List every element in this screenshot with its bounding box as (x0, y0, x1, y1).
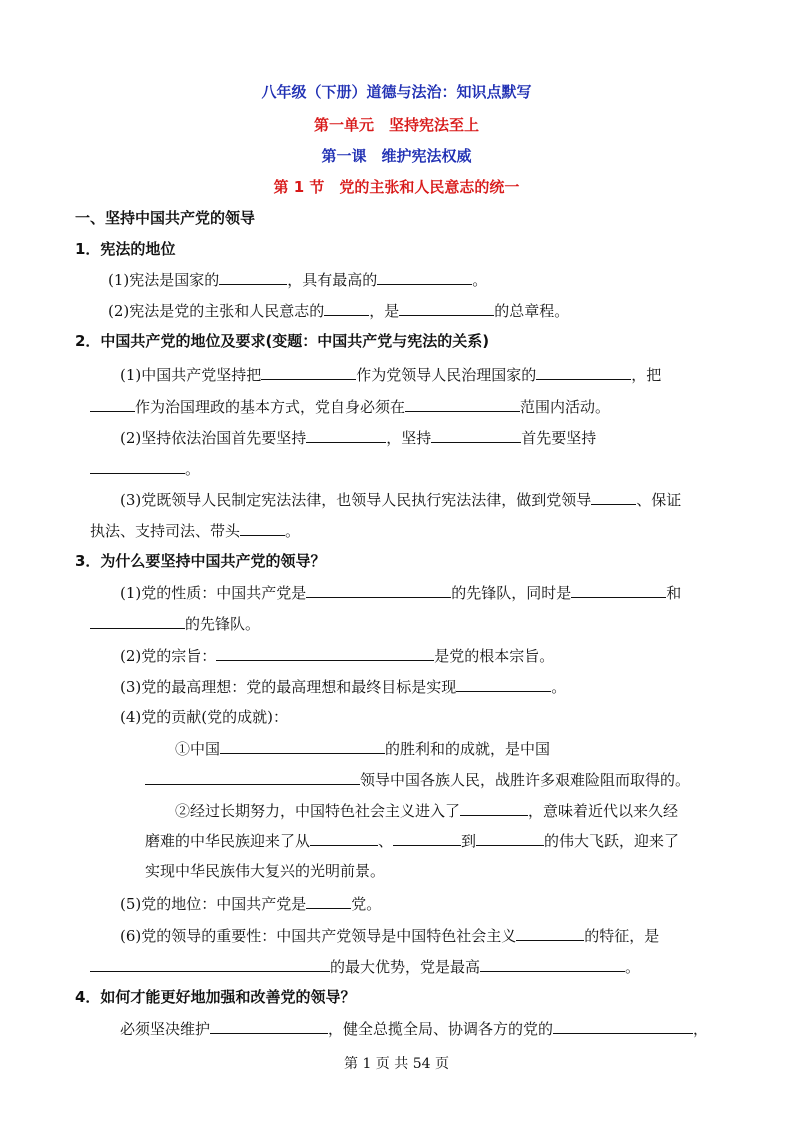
lesson-title: 第一课 维护宪法权威 (321, 147, 472, 165)
question-4-heading: 4．如何才能更好地加强和改善党的领导？ (75, 988, 356, 1006)
question-3-line-6: ①中国 的胜利和的成就，是中国 (175, 740, 551, 758)
question-2-heading: 2．中国共产党的地位及要求(变题：中国共产党与宪法的关系) (75, 332, 490, 350)
fill-blank[interactable] (393, 830, 461, 846)
question-4-line-1: 必须坚决维护 ，健全总揽全局、协调各方的党的 ， (120, 1020, 709, 1038)
fill-blank[interactable] (377, 269, 472, 285)
question-3-line-13: 的最大优势，党是最高 。 (90, 956, 640, 977)
question-2-line-4: 。 (90, 458, 200, 479)
unit-title: 第一单元 坚持宪法至上 (313, 116, 479, 134)
question-2-line-3: (2)坚持依法治国首先要坚持 ，坚持 首先要坚持 (120, 429, 597, 447)
question-3-line-11: (5)党的地位：中国共产党是 党。 (120, 895, 382, 913)
fill-blank[interactable] (431, 427, 521, 443)
question-2-line-5: (3)党既领导人民制定宪法法律，也领导人民执行宪法法律，做到党领导 、保证 (120, 491, 682, 509)
fill-blank[interactable] (571, 582, 666, 598)
fill-blank[interactable] (210, 1018, 328, 1034)
fill-blank[interactable] (240, 520, 285, 536)
fill-blank[interactable] (405, 396, 520, 412)
question-3-line-3: (2)党的宗旨： 是党的根本宗旨。 (120, 647, 555, 665)
question-3-line-7: 领导中国各族人民，战胜许多艰难险阻而取得的。 (145, 769, 690, 790)
question-1-line-2: (2)宪法是党的主张和人民意志的 ，是 的总章程。 (108, 302, 570, 320)
fill-blank[interactable] (220, 738, 385, 754)
question-2-line-2: 作为治国理政的基本方式，党自身必须在 范围内活动。 (90, 396, 610, 417)
document-title: 八年级（下册）道德与法治：知识点默写 (261, 83, 532, 101)
fill-blank[interactable] (216, 645, 434, 661)
question-3-heading: 3．为什么要坚持中国共产党的领导？ (75, 552, 326, 570)
fill-blank[interactable] (399, 300, 494, 316)
page-footer: 第 1 页 共 54 页 (344, 1056, 449, 1072)
question-3-line-4: (3)党的最高理想：党的最高理想和最终目标是实现 。 (120, 678, 567, 696)
fill-blank[interactable] (306, 427, 386, 443)
question-1-heading: 1．宪法的地位 (75, 240, 176, 258)
part-heading: 一、坚持中国共产党的领导 (75, 209, 256, 227)
fill-blank[interactable] (90, 956, 330, 972)
question-3-line-2: 的先锋队。 (90, 613, 260, 634)
question-2-line-6: 执法、支持司法、带头 。 (90, 522, 301, 540)
fill-blank[interactable] (553, 1018, 693, 1034)
fill-blank[interactable] (310, 830, 378, 846)
question-3-line-9: 磨难的中华民族迎来了从 、 到 的伟大飞跃，迎来了 (145, 832, 680, 850)
fill-blank[interactable] (480, 956, 625, 972)
fill-blank[interactable] (90, 458, 185, 474)
fill-blank[interactable] (306, 893, 351, 909)
question-1-line-1: (1)宪法是国家的 ，具有最高的 。 (108, 271, 488, 289)
fill-blank[interactable] (261, 364, 356, 380)
fill-blank[interactable] (476, 830, 544, 846)
question-3-line-12: (6)党的领导的重要性：中国共产党领导是中国特色社会主义 的特征，是 (120, 927, 660, 945)
fill-blank[interactable] (306, 582, 451, 598)
fill-blank[interactable] (324, 300, 369, 316)
fill-blank[interactable] (219, 269, 287, 285)
fill-blank[interactable] (516, 925, 584, 941)
fill-blank[interactable] (591, 489, 636, 505)
section-title: 第 1 节 党的主张和人民意志的统一 (273, 178, 520, 196)
question-3-line-8: ②经过长期努力，中国特色社会主义进入了 ，意味着近代以来久经 (175, 802, 679, 820)
fill-blank[interactable] (90, 396, 135, 412)
fill-blank[interactable] (536, 364, 631, 380)
question-2-line-1: (1)中国共产党坚持把 作为党领导人民治理国家的 ，把 (120, 366, 662, 384)
question-3-line-1: (1)党的性质：中国共产党是 的先锋队，同时是 和 (120, 584, 682, 602)
question-3-line-10: 实现中华民族伟大复兴的光明前景。 (145, 862, 386, 880)
fill-blank[interactable] (460, 800, 528, 816)
fill-blank[interactable] (90, 613, 185, 629)
fill-blank[interactable] (456, 676, 551, 692)
question-3-line-5: (4)党的贡献(党的成就)： (120, 708, 288, 726)
fill-blank[interactable] (145, 769, 360, 785)
